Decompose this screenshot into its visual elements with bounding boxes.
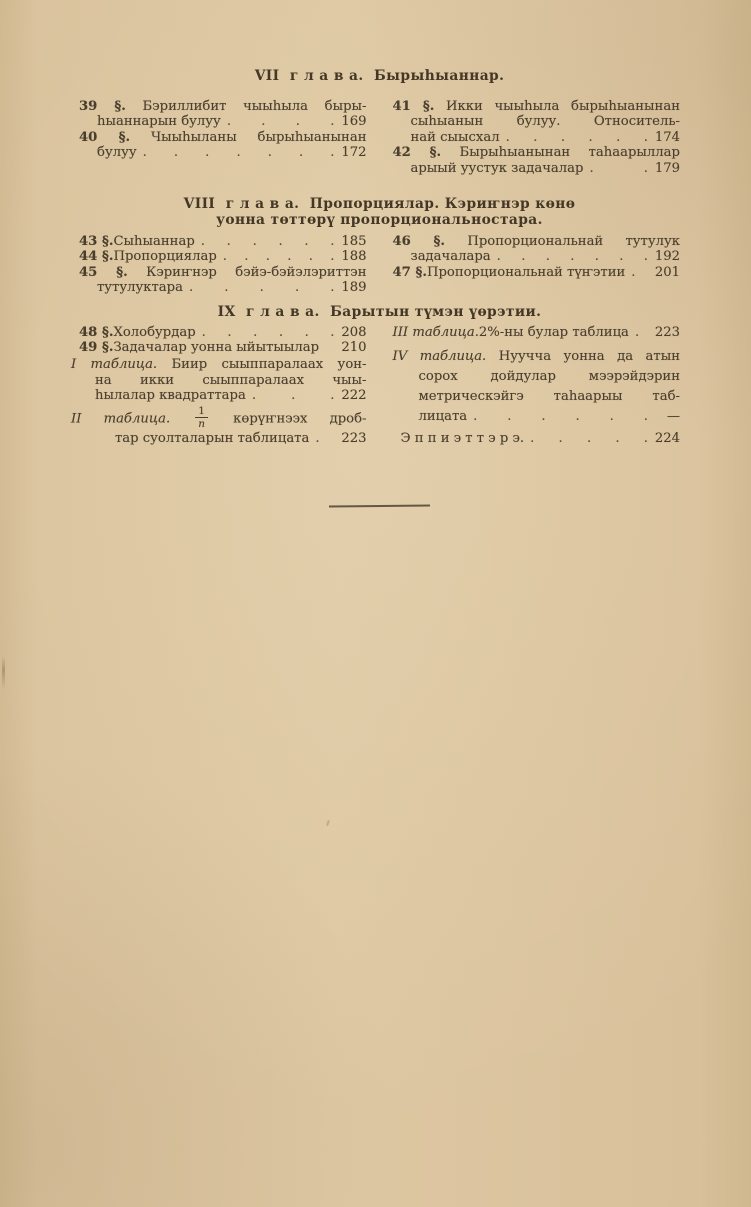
entry-title: Задачалар уонна ыйытыылар — [113, 340, 320, 356]
entry-title: Э п п и э т т э р э. — [400, 431, 525, 447]
entry-title: арыый уустук задачалар — [410, 160, 584, 176]
page-number: 188 — [341, 249, 367, 265]
dot-leader: . . — [589, 160, 648, 176]
right-column-vii — [393, 99, 681, 176]
entry-title: Пропорциялар — [113, 249, 217, 265]
page-number: 172 — [341, 145, 367, 161]
toc-section-viii — [79, 196, 680, 296]
entry-number: 49 §. — [79, 340, 114, 356]
fraction-numerator: 1 — [195, 406, 208, 419]
fraction — [195, 406, 208, 430]
toc-entry — [393, 325, 681, 340]
toc-entry-line — [79, 145, 367, 160]
toc-entry-line: II таблица. $\frac{1}{n}$ көрүҥнээх дроб- — [71, 404, 367, 431]
paper-speck — [326, 820, 330, 826]
toc-entry-line: 46 §. Пропорциональнай тутулук — [392, 234, 680, 250]
entry-number: IV таблица. — [392, 349, 487, 365]
entry-number: 47 §. — [392, 264, 427, 280]
toc-entry — [79, 265, 367, 296]
toc-entry — [393, 234, 681, 265]
entry-title: тутулуктара — [97, 280, 183, 296]
left-column-ix — [71, 324, 367, 449]
page-number: 223 — [341, 430, 367, 446]
entry-number: 40 §. — [79, 129, 131, 145]
toc-entry-line — [393, 407, 681, 427]
toc-entry — [393, 429, 681, 449]
toc-entry-line: на икки сыыппаралаах чыы- — [95, 372, 367, 388]
end-divider-rule — [329, 505, 430, 508]
dot-leader: . . . . . . — [200, 234, 335, 250]
section-heading-vii — [79, 68, 680, 84]
toc-entry — [71, 357, 367, 403]
entry-title: задачалара — [410, 249, 491, 265]
dot-leader: . . . . . — [188, 280, 335, 296]
page-number: 208 — [341, 324, 367, 340]
toc-entry-line: 39 §. Бэриллибит чыыһыла быры- — [79, 99, 367, 114]
columns-ix — [71, 324, 680, 449]
page-number: 189 — [341, 280, 367, 296]
entry-number: 46 §. — [392, 234, 446, 250]
entry-title: лицата — [418, 409, 468, 425]
toc-entry-line: метрическэйгэ таһаарыы таб- — [418, 389, 680, 405]
dot-leader: . . . . . . . — [142, 145, 335, 161]
toc-entry — [79, 325, 367, 340]
toc-entry — [393, 99, 681, 145]
toc-entry-line — [79, 249, 367, 264]
entry-title: һыаннарын булуу — [97, 114, 221, 130]
entry-title: 2%-ны булар таблица — [478, 324, 629, 340]
toc-entry — [79, 340, 367, 355]
page-number: 224 — [654, 431, 680, 447]
dot-leader: . — [315, 430, 320, 446]
page-number: 169 — [341, 114, 367, 130]
toc-entry — [79, 234, 367, 249]
chapter-heading-line: уонна төттөрү пропорциональностара. — [216, 212, 543, 229]
toc-entry-line — [71, 431, 367, 446]
dot-leader: . — [631, 264, 636, 280]
toc-entry-line: 42 §. Бырыһыанынан таһаарыллар — [392, 145, 680, 161]
section-heading-ix — [79, 304, 680, 320]
dot-leader: . . . . . . — [222, 249, 335, 265]
dot-leader: . . . — [251, 388, 335, 404]
toc-section-ix — [71, 303, 680, 449]
columns-viii — [79, 234, 680, 296]
dot-leader: . . . . . . . — [496, 249, 648, 265]
page-number: 192 — [654, 249, 680, 265]
toc-entry — [79, 130, 367, 161]
toc-entry — [79, 99, 367, 130]
entry-number: 44 §. — [79, 249, 114, 265]
dot-leader: . . . . . . — [505, 129, 648, 145]
toc-entry-line: IV таблица. Нуучча уонна да атын — [392, 349, 680, 365]
toc-entry-line — [393, 325, 681, 340]
entry-title: тар суолталарын таблицата — [115, 430, 310, 446]
columns-vii — [79, 99, 680, 176]
toc-entry-line — [71, 388, 367, 403]
entry-number: 42 §. — [392, 145, 442, 161]
table-of-contents — [71, 68, 680, 507]
toc-entry-line — [79, 114, 367, 129]
entry-title: Пропорциональнай түҥэтии — [426, 264, 626, 280]
toc-entry — [393, 265, 681, 280]
entry-number: 41 §. — [392, 99, 435, 114]
chapter-heading-line: IX г л а в а. Барытын түмэн үөрэтии. — [217, 303, 542, 320]
toc-entry — [393, 145, 681, 176]
page-number: 223 — [654, 324, 680, 340]
entry-title: най сыысхал — [410, 129, 500, 145]
toc-entry-line — [79, 280, 367, 295]
dot-leader: . . . . . . — [201, 324, 335, 340]
right-column-ix — [393, 325, 681, 449]
right-column-viii — [393, 234, 681, 296]
chapter-heading-line: VIII г л а в а. Пропорциялар. Кэриҥнэр көнө — [183, 196, 576, 213]
entry-number: 43 §. — [79, 234, 114, 250]
page-number: 222 — [341, 388, 367, 404]
toc-entry-line — [79, 325, 367, 340]
toc-entry-line: 41 §. Икки чыыһыла бырыһыанынан — [392, 99, 680, 114]
toc-entry-line: сыһыанын булуу. Относитель- — [410, 114, 680, 130]
toc-entry-line — [79, 234, 367, 249]
toc-entry-line: I таблица. Биир сыыппаралаах уон- — [71, 357, 367, 373]
section-heading-viii — [79, 196, 680, 228]
toc-section-vii — [79, 68, 680, 176]
entry-title: булуу — [97, 145, 137, 161]
entry-number: I таблица. — [71, 357, 158, 373]
left-column-vii — [79, 99, 367, 176]
chapter-heading-line: VII г л а в а. Бырыһыаннар. — [254, 68, 505, 84]
dot-leader: . . . . . . — [473, 409, 648, 425]
fraction-denominator: n — [198, 418, 206, 431]
toc-entry-line — [393, 265, 681, 280]
toc-entry-line — [393, 249, 681, 264]
dot-leader: . . . . — [226, 114, 335, 130]
entry-number: 48 §. — [79, 324, 114, 340]
page-number: 179 — [654, 160, 680, 176]
toc-entry — [71, 404, 367, 446]
toc-entry — [393, 347, 681, 427]
entry-number: II таблица. — [71, 411, 171, 427]
toc-entry-line: 40 §. Чыыһыланы бырыһыанынан — [79, 129, 367, 145]
entry-title: Холобурдар — [113, 324, 196, 340]
scan-edge-artifact — [2, 656, 5, 690]
entry-number: 39 §. — [79, 99, 126, 114]
toc-entry-line — [79, 340, 367, 355]
left-column-viii — [79, 234, 367, 296]
page-number: 174 — [654, 129, 680, 145]
page-number: — — [666, 409, 680, 425]
dot-leader: . . . . . — [530, 431, 648, 447]
toc-entry — [79, 249, 367, 264]
toc-entry-line — [393, 429, 681, 449]
entry-title: Сыһыаннар — [113, 234, 195, 250]
entry-number: III таблица. — [392, 324, 479, 340]
page-number: 185 — [341, 234, 367, 250]
toc-entry-line — [393, 130, 681, 145]
toc-entry-line: сорох дойдулар мээрэйдэрин — [418, 369, 680, 385]
toc-entry-line — [393, 161, 681, 176]
entry-title: һылалар квадраттара — [95, 388, 246, 404]
dot-leader: . — [634, 324, 640, 340]
toc-entry-line: 45 §. Кэриҥнэр бэйэ-бэйэлэриттэн — [79, 264, 367, 280]
page-number: 210 — [341, 340, 367, 356]
entry-number: 45 §. — [79, 264, 128, 280]
page-number: 201 — [654, 264, 680, 280]
